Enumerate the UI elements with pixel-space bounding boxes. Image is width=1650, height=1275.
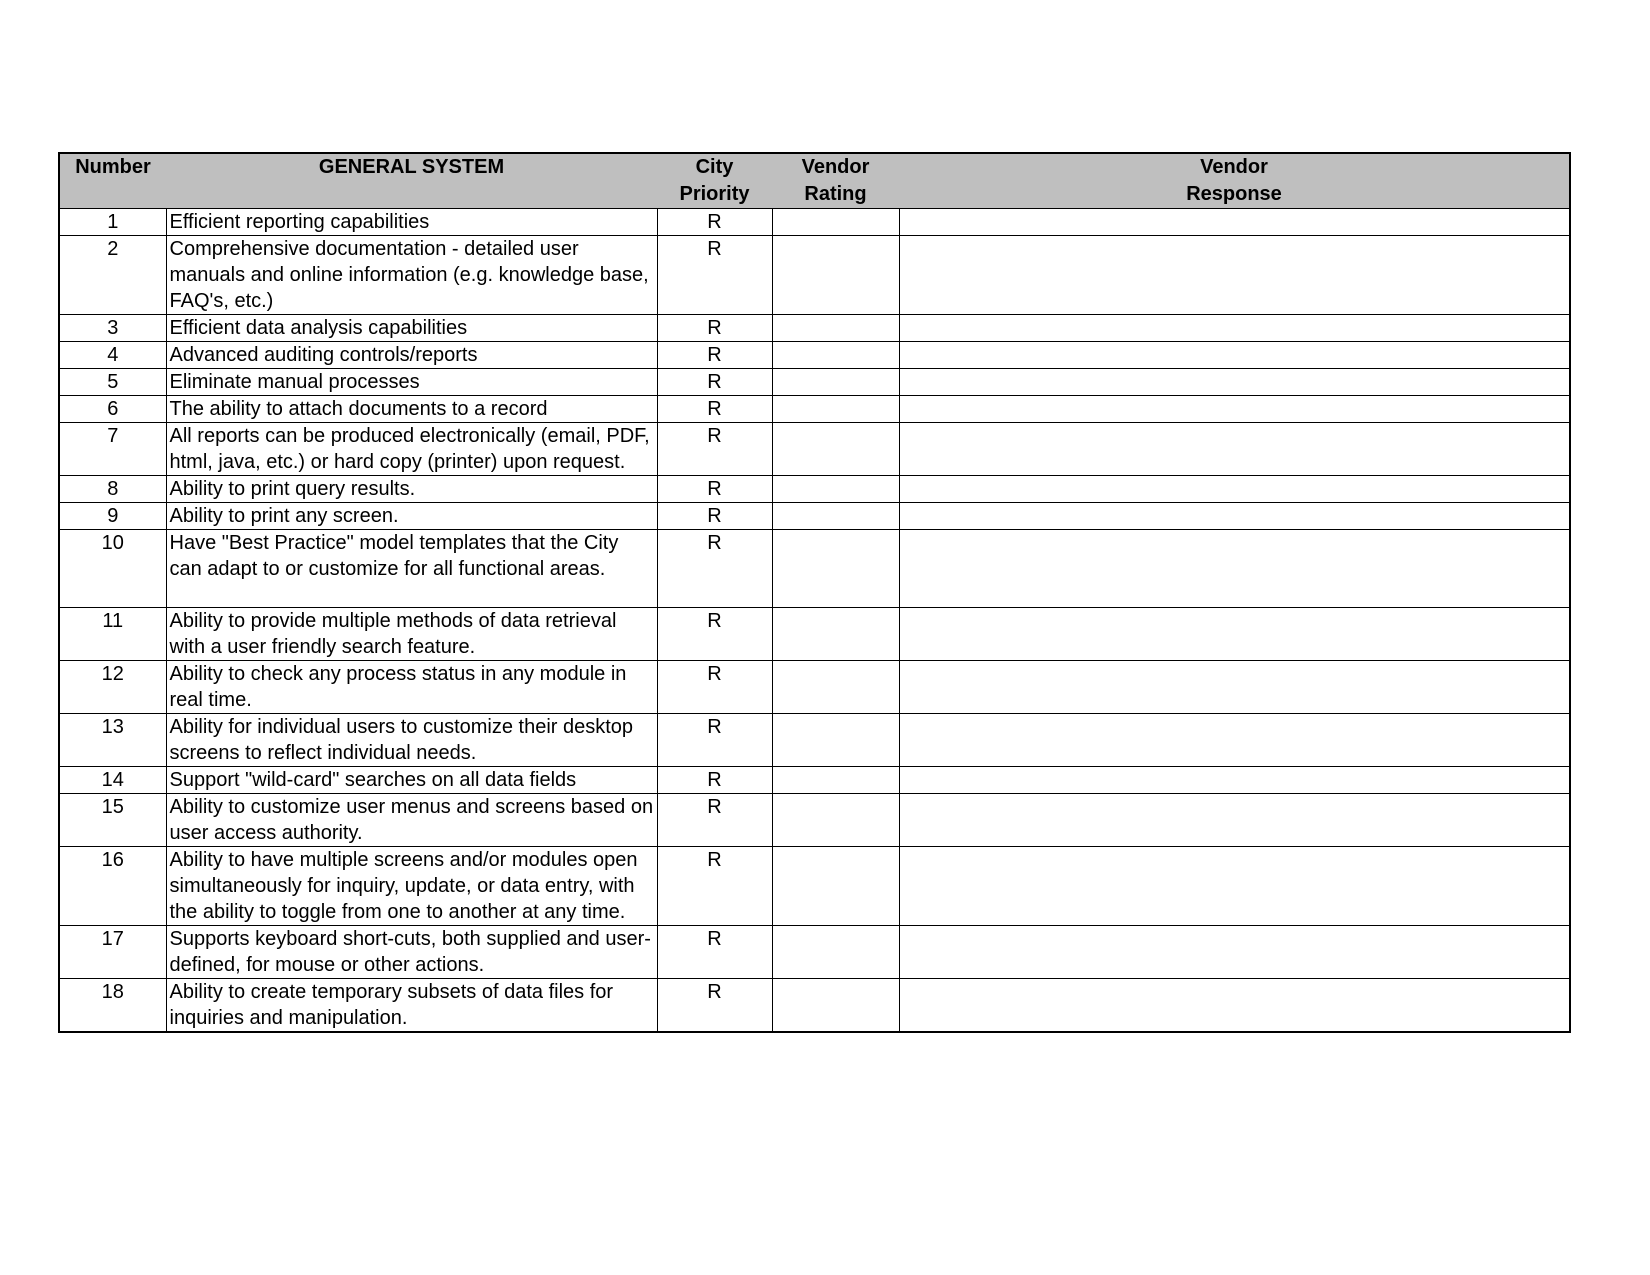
- row-vendor-rating[interactable]: [772, 423, 899, 476]
- row-city-priority: R: [657, 342, 772, 369]
- row-number: 3: [59, 315, 166, 342]
- row-number: 5: [59, 369, 166, 396]
- table-row: [59, 530, 1570, 608]
- row-requirement: Ability to provide multiple methods of data retrieval with a user friendly search feature.: [166, 608, 657, 661]
- row-number: 16: [59, 847, 166, 926]
- row-requirement: Supports keyboard short-cuts, both supplied and user-defined, for mouse or other actions.: [166, 926, 657, 979]
- row-vendor-rating[interactable]: [772, 369, 899, 396]
- table-row: [59, 396, 1570, 423]
- row-requirement: Comprehensive documentation - detailed user manuals and online information (e.g. knowledge base, FAQ's, etc.): [166, 236, 657, 315]
- table-header: [59, 153, 1570, 209]
- row-vendor-rating[interactable]: [772, 926, 899, 979]
- row-vendor-rating[interactable]: [772, 236, 899, 315]
- row-number: 18: [59, 979, 166, 1033]
- row-number: 9: [59, 503, 166, 530]
- table-row: [59, 315, 1570, 342]
- row-vendor-response[interactable]: [899, 315, 1570, 342]
- row-city-priority: R: [657, 530, 772, 608]
- row-city-priority: R: [657, 979, 772, 1033]
- row-number: 8: [59, 476, 166, 503]
- row-number: 17: [59, 926, 166, 979]
- table-row: [59, 503, 1570, 530]
- row-city-priority: R: [657, 794, 772, 847]
- row-vendor-response[interactable]: [899, 476, 1570, 503]
- row-requirement: Ability to print any screen.: [166, 503, 657, 530]
- table-row: [59, 423, 1570, 476]
- row-requirement: Ability to have multiple screens and/or modules open simultaneously for inquiry, update, or data entry, with the ability to toggle from one to another at any time.: [166, 847, 657, 926]
- row-vendor-rating[interactable]: [772, 342, 899, 369]
- row-vendor-rating[interactable]: [772, 767, 899, 794]
- row-city-priority: R: [657, 369, 772, 396]
- table-row: [59, 608, 1570, 661]
- requirements-table: [58, 152, 1571, 1033]
- row-vendor-response[interactable]: [899, 714, 1570, 767]
- row-city-priority: R: [657, 476, 772, 503]
- row-city-priority: R: [657, 396, 772, 423]
- row-vendor-response[interactable]: [899, 608, 1570, 661]
- row-city-priority: R: [657, 926, 772, 979]
- row-requirement: Ability to create temporary subsets of data files for inquiries and manipulation.: [166, 979, 657, 1033]
- row-vendor-response[interactable]: [899, 767, 1570, 794]
- row-vendor-response[interactable]: [899, 794, 1570, 847]
- row-number: 2: [59, 236, 166, 315]
- row-vendor-rating[interactable]: [772, 530, 899, 608]
- table-row: [59, 714, 1570, 767]
- row-number: 1: [59, 209, 166, 236]
- table-row: [59, 236, 1570, 315]
- row-requirement: Ability to check any process status in any module in real time.: [166, 661, 657, 714]
- row-vendor-response[interactable]: [899, 926, 1570, 979]
- row-number: 6: [59, 396, 166, 423]
- row-requirement: Efficient data analysis capabilities: [166, 315, 657, 342]
- row-vendor-response[interactable]: [899, 503, 1570, 530]
- row-vendor-response[interactable]: [899, 369, 1570, 396]
- row-vendor-rating[interactable]: [772, 396, 899, 423]
- row-city-priority: R: [657, 767, 772, 794]
- table-row: [59, 209, 1570, 236]
- row-vendor-response[interactable]: [899, 396, 1570, 423]
- row-number: 7: [59, 423, 166, 476]
- header-vendor-response: Vendor Response: [899, 153, 1570, 209]
- row-vendor-rating[interactable]: [772, 661, 899, 714]
- table-row: [59, 661, 1570, 714]
- row-requirement: Advanced auditing controls/reports: [166, 342, 657, 369]
- table-row: [59, 979, 1570, 1033]
- row-number: 13: [59, 714, 166, 767]
- row-vendor-response[interactable]: [899, 530, 1570, 608]
- header-city-priority: City Priority: [657, 153, 772, 209]
- row-vendor-rating[interactable]: [772, 476, 899, 503]
- row-vendor-rating[interactable]: [772, 209, 899, 236]
- row-vendor-rating[interactable]: [772, 979, 899, 1033]
- table-body: [59, 209, 1570, 1033]
- row-vendor-response[interactable]: [899, 236, 1570, 315]
- table-row: [59, 767, 1570, 794]
- row-requirement: Ability to print query results.: [166, 476, 657, 503]
- row-vendor-response[interactable]: [899, 847, 1570, 926]
- header-general-system: GENERAL SYSTEM: [166, 153, 657, 209]
- row-vendor-response[interactable]: [899, 423, 1570, 476]
- row-vendor-rating[interactable]: [772, 794, 899, 847]
- row-city-priority: R: [657, 209, 772, 236]
- row-vendor-rating[interactable]: [772, 847, 899, 926]
- row-number: 14: [59, 767, 166, 794]
- table-row: [59, 926, 1570, 979]
- row-number: 4: [59, 342, 166, 369]
- row-requirement: Efficient reporting capabilities: [166, 209, 657, 236]
- row-city-priority: R: [657, 315, 772, 342]
- row-number: 11: [59, 608, 166, 661]
- row-vendor-response[interactable]: [899, 979, 1570, 1033]
- row-city-priority: R: [657, 661, 772, 714]
- row-number: 12: [59, 661, 166, 714]
- table-row: [59, 794, 1570, 847]
- row-number: 10: [59, 530, 166, 608]
- row-requirement: Eliminate manual processes: [166, 369, 657, 396]
- table-row: [59, 342, 1570, 369]
- row-vendor-response[interactable]: [899, 342, 1570, 369]
- header-row: [59, 153, 1570, 209]
- row-requirement: Ability to customize user menus and screens based on user access authority.: [166, 794, 657, 847]
- row-vendor-rating[interactable]: [772, 315, 899, 342]
- row-number: 15: [59, 794, 166, 847]
- row-vendor-response[interactable]: [899, 209, 1570, 236]
- row-city-priority: R: [657, 847, 772, 926]
- row-requirement: Ability for individual users to customize their desktop screens to reflect individual needs.: [166, 714, 657, 767]
- header-number: Number: [59, 153, 166, 209]
- table-row: [59, 847, 1570, 926]
- row-city-priority: R: [657, 503, 772, 530]
- row-city-priority: R: [657, 423, 772, 476]
- row-vendor-rating[interactable]: [772, 714, 899, 767]
- row-city-priority: R: [657, 714, 772, 767]
- row-vendor-response[interactable]: [899, 661, 1570, 714]
- row-vendor-rating[interactable]: [772, 608, 899, 661]
- row-requirement: The ability to attach documents to a record: [166, 396, 657, 423]
- table-row: [59, 369, 1570, 396]
- row-requirement: Support "wild-card" searches on all data fields: [166, 767, 657, 794]
- row-requirement: Have "Best Practice" model templates that the City can adapt to or customize for all functional areas.: [166, 530, 657, 608]
- row-vendor-rating[interactable]: [772, 503, 899, 530]
- table-row: [59, 476, 1570, 503]
- header-vendor-rating: Vendor Rating: [772, 153, 899, 209]
- row-city-priority: R: [657, 608, 772, 661]
- row-requirement: All reports can be produced electronically (email, PDF, html, java, etc.) or hard copy (printer) upon request.: [166, 423, 657, 476]
- row-city-priority: R: [657, 236, 772, 315]
